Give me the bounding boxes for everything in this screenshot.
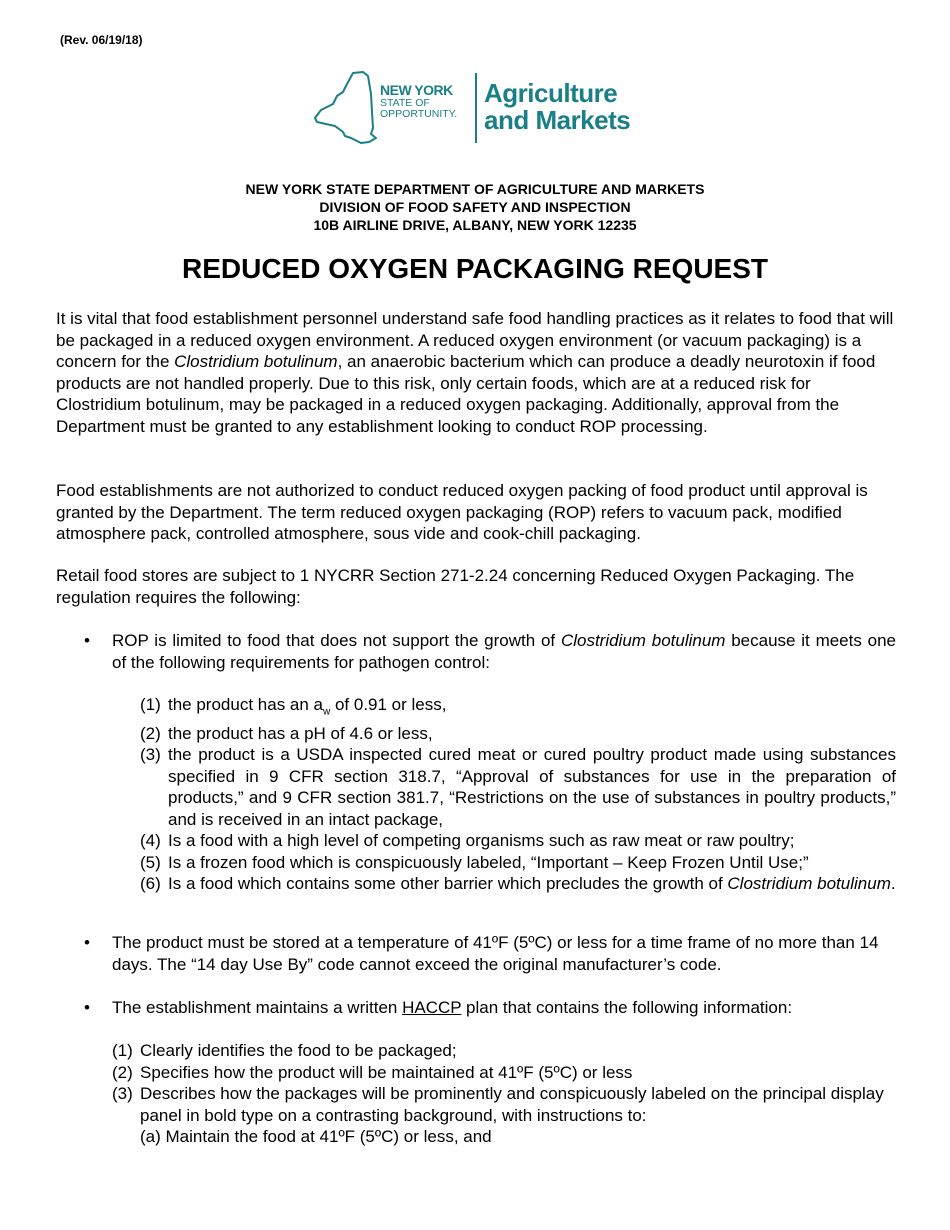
bullet-icon: • <box>84 998 90 1017</box>
ny-wordmark-line2: STATE OF <box>380 97 430 109</box>
ny-wordmark <box>380 82 457 120</box>
list-item: (1) the product has an $a_w$ of 0.91 or less, <box>140 695 447 718</box>
pathogen-control-list <box>140 694 896 895</box>
list-item: (3) Describes how the packages will be prominently and conspicuously labeled on the principal display panel in bold type on a contrasting background, with instructions to: <box>112 1084 884 1125</box>
agency-wordmark-line2: and Markets <box>484 105 631 135</box>
list-item: (6) Is a food which contains some other barrier which precludes the growth of Clostridium botulinum. <box>140 874 896 894</box>
list-item: (2) Specifies how the product will be maintained at 41ºF (5ºC) or less <box>112 1062 633 1082</box>
list-item: (3) the product is a USDA inspected cured meat or cured poultry product made using substances specified in 9 CFR section 318.7, “Approval of substances for use in the preparation of products,” and 9 CFR section 381.7, “Restrictions on the use of substances in poultry products,” and is received in an intact package, <box>140 745 896 829</box>
department-name: NEW YORK STATE DEPARTMENT OF AGRICULTURE AND MARKETS <box>245 181 705 197</box>
bullet-icon: • <box>84 933 90 952</box>
list-item: (2) the product has a pH of 4.6 or less, <box>140 723 433 743</box>
haccp-info-list <box>112 1040 896 1148</box>
haccp-term: HACCP <box>402 998 462 1017</box>
agency-wordmark-line1: Agriculture <box>484 78 618 108</box>
bullet-haccp-plan: • The establishment maintains a written HACCP plan that contains the following information: <box>84 998 793 1017</box>
bullet-storage-temperature: • The product must be stored at a temperature of 41ºF (5ºC) or less for a time frame of no more than 14 days. The “14 day Use By” code cannot exceed the original manufacturer’s code. <box>84 933 879 974</box>
page-title: REDUCED OXYGEN PACKAGING REQUEST <box>182 253 768 284</box>
department-header <box>0 180 950 234</box>
bullet-icon: • <box>84 631 90 650</box>
list-item: (4) Is a food with a high level of competing organisms such as raw meat or raw poultry; <box>140 831 795 851</box>
ny-wordmark-line3: OPPORTUNITY. <box>380 108 458 120</box>
department-address: 10B AIRLINE DRIVE, ALBANY, NEW YORK 12235 <box>313 217 637 233</box>
logo-divider <box>475 73 477 143</box>
list-item: (1) Clearly identifies the food to be packaged; <box>112 1041 457 1060</box>
division-name: DIVISION OF FOOD SAFETY AND INSPECTION <box>319 199 631 215</box>
list-subitem: (a) Maintain the food at 41ºF (5ºC) or less, and <box>140 1127 492 1146</box>
intro-paragraph-3: Retail food stores are subject to 1 NYCRR Section 271-2.24 concerning Reduced Oxygen Packaging. The regulation requires the following: <box>56 566 855 607</box>
revision-label: (Rev. 06/19/18) <box>60 33 143 47</box>
intro-paragraph-1: It is vital that food establishment personnel understand safe food handling practices as it relates to food that will be packaged in a reduced oxygen environment. A reduced oxygen environment (or vacuum packaging) is a concern for the Clostridium botulinum, an anaerobic bacterium which can produce a deadly neurotoxin if food products are not handled properly. Due to this risk, only certain foods, which are at a reduced risk for Clostridium botulinum, may be packaged in a reduced oxygen packaging. Additionally, approval from the Department must be granted to any establishment looking to conduct ROP processing. <box>56 309 894 436</box>
agency-wordmark <box>484 80 630 134</box>
new-york-state-map-icon <box>313 70 377 146</box>
nys-agriculture-logo <box>313 70 643 146</box>
intro-paragraph-2: Food establishments are not authorized to conduct reduced oxygen packing of food product until approval is granted by the Department. The term reduced oxygen packaging (ROP) refers to vacuum pack, modified atmosphere pack, controlled atmosphere, sous vide and cook-chill packaging. <box>56 481 868 543</box>
ny-wordmark-line1: NEW YORK <box>380 82 453 98</box>
list-item: (5) Is a frozen food which is conspicuously labeled, “Important – Keep Frozen Until Use;” <box>140 852 809 872</box>
bullet-rop-limits: • ROP is limited to food that does not support the growth of Clostridium botulinum because it meets one of the following requirements for pathogen control: <box>84 631 897 672</box>
